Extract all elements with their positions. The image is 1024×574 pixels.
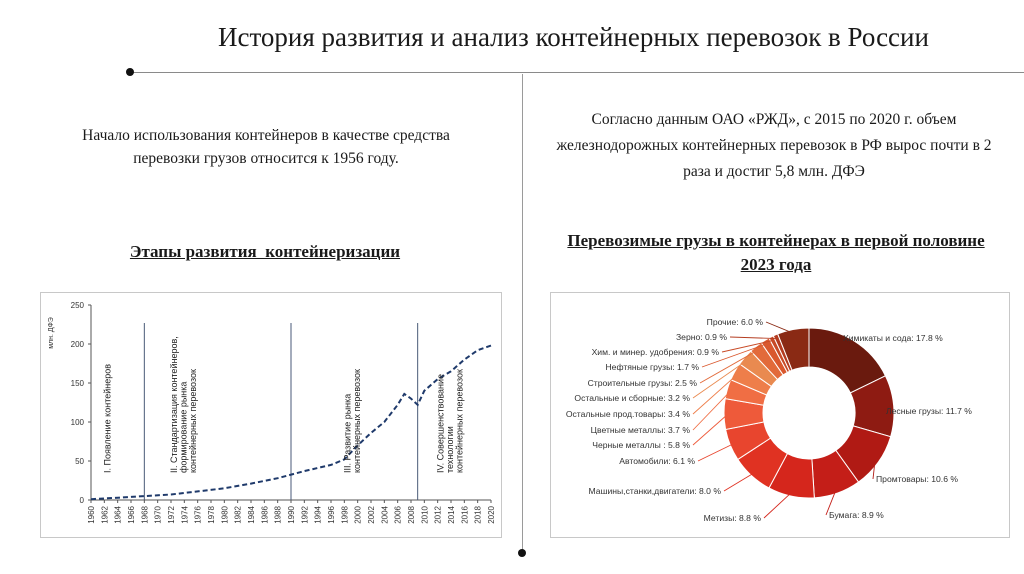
x-tick-label: 1982 — [233, 506, 243, 524]
slice-label: Автомобили: 6.1 % — [619, 456, 695, 466]
phase-label-line: контейнерных перевозок — [454, 369, 465, 473]
column-divider — [522, 74, 523, 552]
y-tick-label: 250 — [70, 301, 84, 310]
left-intro-text: Начало использования контейнеров в качестве средства перевозки грузов относится к 1956 году. — [82, 127, 450, 167]
x-tick-label: 1992 — [300, 506, 310, 524]
phase-label — [342, 369, 362, 473]
slice-label: Хим. и минер. удобрения: 0.9 % — [591, 347, 719, 357]
slice-label: Бумага: 8.9 % — [829, 510, 884, 520]
phase-label-line: IV. Совершенствование — [435, 373, 446, 473]
slice-label: Черные металлы : 5.8 % — [592, 440, 690, 450]
y-tick-label: 50 — [75, 457, 84, 466]
x-tick-label: 1978 — [207, 506, 216, 524]
slice-label: Цветные металлы: 3.7 % — [590, 425, 690, 435]
phase-label-line: II. Стандартизация контейнеров, — [169, 336, 179, 473]
phase-label-line: технологии — [445, 426, 456, 473]
x-tick-label: 2004 — [380, 506, 390, 524]
cargo-donut-chart — [551, 293, 1009, 537]
x-tick-label: 1980 — [220, 506, 230, 524]
x-tick-label: 1966 — [127, 506, 136, 524]
x-tick-label: 1964 — [113, 506, 123, 524]
slice-label: Лесные грузы: 11.7 % — [886, 406, 972, 416]
x-tick-label: 2020 — [487, 506, 496, 524]
x-tick-label: 1984 — [247, 506, 256, 524]
x-tick-label: 1974 — [180, 506, 190, 524]
line-chart-frame — [40, 292, 502, 538]
x-tick-label: 1990 — [287, 506, 296, 524]
x-tick-label: 1976 — [193, 506, 203, 524]
slice-label: Метизы: 8.8 % — [703, 513, 761, 523]
phase-label — [436, 369, 465, 473]
x-tick-label: 1972 — [167, 506, 176, 524]
x-tick-label: 2008 — [407, 506, 416, 524]
x-tick-label: 2018 — [473, 506, 483, 524]
slice-leader-line — [764, 492, 792, 518]
slice-label: Нефтяные грузы: 1.7 % — [605, 362, 699, 372]
x-tick-label: 1968 — [140, 506, 150, 524]
slice-label: Прочие: 6.0 % — [706, 317, 763, 327]
right-chart-heading: Перевозимые грузы в контейнерах в первой половине 2023 года — [567, 231, 985, 274]
right-intro-text: Согласно данным ОАО «РЖД», с 2015 по 2020 г. объем железнодорожных контейнерных перевозок в РФ вырос почти в 2 раза и достиг 5,8 млн. ДФЭ — [556, 111, 992, 180]
y-tick-label: 100 — [70, 418, 84, 427]
x-tick-label: 2016 — [460, 506, 470, 524]
slice-label: Остальные прод.товары: 3.4 % — [565, 409, 690, 419]
y-tick-label: 0 — [79, 496, 84, 505]
slice-label: Промтовары: 10.6 % — [876, 474, 958, 484]
slice-leader-line — [698, 444, 734, 462]
phase-label-line: контейнерных перевозок — [188, 369, 198, 473]
page-title: История развития и анализ контейнерных перевозок в России — [218, 22, 929, 52]
slice-label: Строительные грузы: 2.5 % — [587, 378, 697, 388]
divider-dot-bottom — [518, 549, 526, 557]
title-divider — [130, 72, 1024, 73]
x-tick-label: 2000 — [353, 506, 363, 524]
phase-label-line: III. Развитие рынка — [342, 393, 353, 473]
x-tick-label: 1960 — [87, 506, 96, 524]
x-tick-label: 1998 — [340, 506, 350, 524]
x-tick-label: 2002 — [367, 506, 376, 524]
x-tick-label: 2014 — [447, 506, 456, 524]
divider-dot-top — [126, 68, 134, 76]
donut-chart-frame — [550, 292, 1010, 538]
phase-label — [102, 364, 112, 473]
y-tick-label: 200 — [70, 340, 84, 349]
slice-leader-line — [766, 322, 794, 333]
slice-leader-line — [724, 473, 754, 491]
phase-label-line: I. Появление контейнеров — [102, 363, 113, 473]
x-tick-label: 2006 — [393, 506, 403, 524]
y-tick-label: 150 — [70, 379, 84, 388]
y-axis-label: млн. ДФЭ — [48, 317, 55, 349]
x-tick-label: 2012 — [433, 506, 443, 524]
x-tick-label: 1986 — [260, 506, 270, 524]
phase-label-line: формирование рынка — [178, 381, 189, 473]
slice-label: Химикаты и сода: 17.8 % — [843, 333, 943, 343]
slice-leader-line — [693, 414, 728, 445]
left-chart-heading: Этапы развития контейнеризации — [129, 242, 401, 261]
x-tick-label: 1962 — [100, 506, 110, 524]
slice-label: Остальные и сборные: 3.2 % — [574, 393, 690, 403]
x-tick-label: 1996 — [327, 506, 336, 524]
x-tick-label: 1970 — [153, 506, 163, 524]
x-tick-label: 2010 — [420, 506, 430, 524]
phase-label-line: контейнерных перевозок — [351, 369, 362, 473]
slice-label: Зерно: 0.9 % — [675, 332, 727, 342]
slice-label: Машины,станки,двигатели: 8.0 % — [588, 486, 721, 496]
phase-label — [169, 336, 198, 473]
x-tick-label: 1994 — [313, 506, 323, 524]
x-tick-label: 1988 — [273, 506, 283, 524]
containerization-line-chart — [41, 293, 501, 537]
